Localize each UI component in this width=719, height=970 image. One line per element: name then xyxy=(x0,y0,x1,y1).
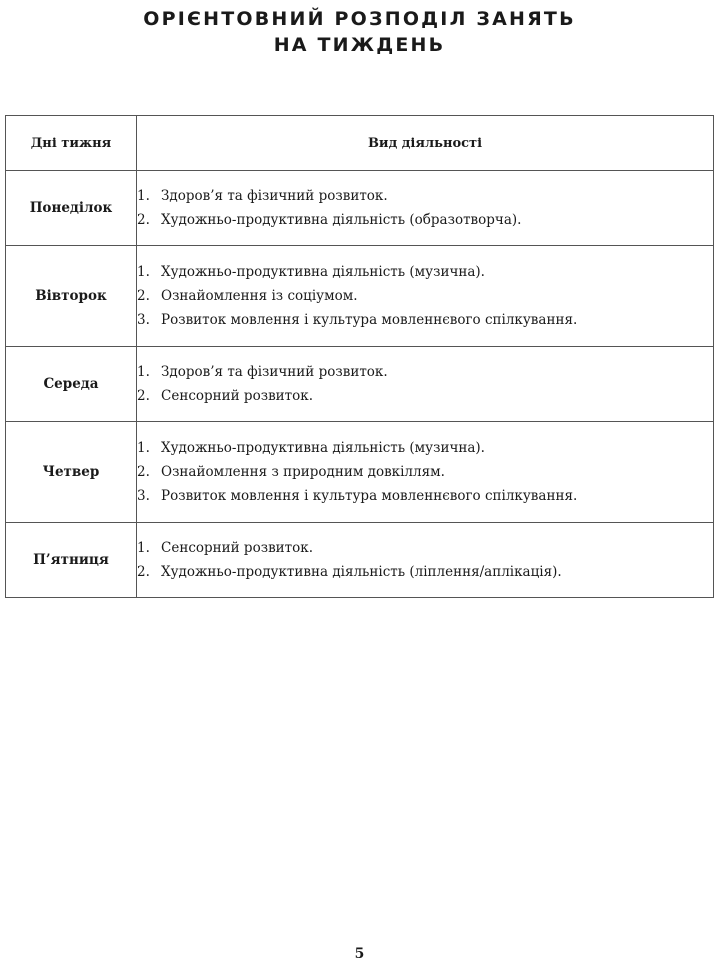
item-text: Розвиток мовлення і культура мовленнєвого спілкування. xyxy=(161,488,578,504)
day-cell: Середа xyxy=(6,347,137,422)
table-row xyxy=(6,422,714,523)
item-number: 1. xyxy=(137,264,150,280)
item-number: 3. xyxy=(137,488,150,504)
day-cell: Понеділок xyxy=(6,171,137,246)
item-text: Ознайомлення із соціумом. xyxy=(161,288,358,304)
page-title xyxy=(0,6,719,58)
item-number: 1. xyxy=(137,364,150,380)
activity-list xyxy=(137,436,713,508)
activity-list xyxy=(137,536,713,584)
activity-list xyxy=(137,360,713,408)
table-row xyxy=(6,246,714,347)
item-number: 2. xyxy=(137,288,150,304)
day-cell: П’ятниця xyxy=(6,523,137,598)
item-text: Сенсорний розвиток. xyxy=(161,388,313,404)
list-item xyxy=(137,184,713,208)
table-row xyxy=(6,523,714,598)
table-header-row xyxy=(6,116,714,171)
item-number: 2. xyxy=(137,212,150,228)
item-number: 1. xyxy=(137,188,150,204)
item-text: Художньо-продуктивна діяльність (музична). xyxy=(161,440,485,456)
item-text: Художньо-продуктивна діяльність (музична). xyxy=(161,264,485,280)
page-number: 5 xyxy=(354,946,365,962)
activities-cell xyxy=(137,171,714,246)
list-item xyxy=(137,384,713,408)
list-item xyxy=(137,460,713,484)
page-title-line-2: НА ТИЖДЕНЬ xyxy=(273,34,446,56)
item-number: 2. xyxy=(137,464,150,480)
item-text: Здоров’я та фізичний розвиток. xyxy=(161,364,388,380)
item-number: 2. xyxy=(137,388,150,404)
activities-cell xyxy=(137,246,714,347)
day-cell: Вівторок xyxy=(6,246,137,347)
page-title-line-1: ОРІЄНТОВНИЙ РОЗПОДІЛ ЗАНЯТЬ xyxy=(143,8,576,30)
list-item xyxy=(137,436,713,460)
list-item xyxy=(137,308,713,332)
header-activity-type: Вид діяльності xyxy=(137,116,714,171)
table-body xyxy=(6,171,714,598)
item-number: 3. xyxy=(137,312,150,328)
list-item xyxy=(137,560,713,584)
activities-cell xyxy=(137,347,714,422)
activities-cell xyxy=(137,422,714,523)
activity-list xyxy=(137,184,713,232)
list-item xyxy=(137,284,713,308)
weekly-schedule-table xyxy=(5,115,714,598)
activity-list xyxy=(137,260,713,332)
day-cell: Четвер xyxy=(6,422,137,523)
item-text: Здоров’я та фізичний розвиток. xyxy=(161,188,388,204)
item-text: Розвиток мовлення і культура мовленнєвого спілкування. xyxy=(161,312,578,328)
list-item xyxy=(137,260,713,284)
list-item xyxy=(137,360,713,384)
item-text: Художньо-продуктивна діяльність (образотворча). xyxy=(161,212,522,228)
item-text: Сенсорний розвиток. xyxy=(161,540,313,556)
item-number: 1. xyxy=(137,440,150,456)
list-item xyxy=(137,208,713,232)
activities-cell xyxy=(137,523,714,598)
table-row xyxy=(6,171,714,246)
item-number: 2. xyxy=(137,564,150,580)
item-number: 1. xyxy=(137,540,150,556)
list-item xyxy=(137,536,713,560)
list-item xyxy=(137,484,713,508)
item-text: Ознайомлення з природним довкіллям. xyxy=(161,464,445,480)
table-row xyxy=(6,347,714,422)
item-text: Художньо-продуктивна діяльність (ліплення/аплікація). xyxy=(161,564,562,580)
header-days-of-week: Дні тижня xyxy=(6,116,137,171)
